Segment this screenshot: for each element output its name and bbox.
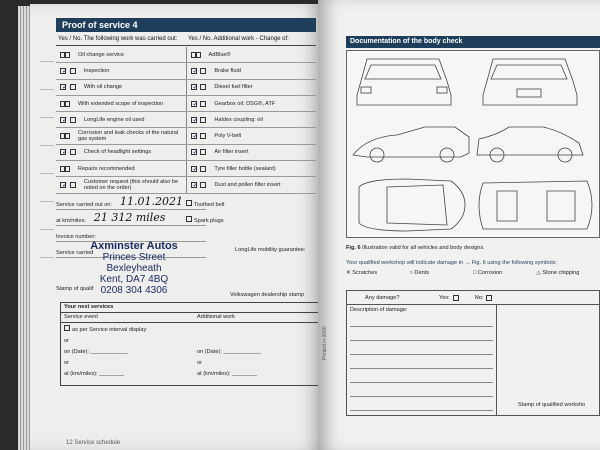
service-row [56, 161, 316, 177]
row-right-label: Poly V-belt [214, 133, 242, 140]
row-right-label: Air filter insert [214, 149, 249, 156]
row-left-cell [56, 128, 186, 143]
row-right-label: Brake fluid [214, 67, 241, 74]
row-left-cell [56, 145, 186, 160]
stamp-line: Princes Street [102, 252, 166, 263]
spark-plugs-label: Spark plugs [194, 218, 224, 224]
tick-mark: ✓ [192, 164, 199, 173]
left-page [30, 4, 320, 450]
toothed-belt-label: Toothed belt [194, 202, 225, 208]
row-right-cell [186, 96, 317, 111]
carried-out-date: 11.01.2021 [119, 195, 183, 208]
service-row [56, 47, 316, 63]
symbol-stone-chipping: △ Stone chipping [536, 270, 580, 276]
service-row [56, 177, 316, 193]
col-right-label: Yes / No. Additional work - Change of: [188, 36, 289, 42]
row-left-cell [56, 47, 186, 62]
columns-header [56, 34, 316, 46]
row-right-cell [186, 145, 317, 160]
tick-mark: ✓ [192, 83, 199, 92]
row-right-label: Gearbox oil; DSG®, ATF [214, 100, 276, 107]
tick-mark: ✓ [62, 115, 68, 124]
row-right-cell [186, 112, 317, 127]
tick-mark: ✓ [192, 99, 199, 108]
damage-table [346, 290, 600, 416]
spark-plugs-row [186, 216, 224, 224]
carried-out-label: Service carried out on: [56, 202, 112, 208]
service-event-label: Service event [64, 314, 98, 320]
row-left-label: Oil change service [78, 51, 125, 58]
next-services-body [61, 323, 327, 382]
no-checkbox[interactable] [70, 182, 76, 188]
tick-mark: ✓ [62, 83, 68, 92]
row-left-cell [56, 80, 186, 95]
row-left-label: Repairs recommended [78, 165, 135, 172]
row-left-cell [56, 96, 186, 111]
no-checkbox[interactable] [64, 52, 70, 58]
no-checkbox[interactable] [486, 295, 492, 301]
row-left-label: LongLife engine oil used [83, 116, 145, 123]
symbol-corrosion: □ Corrosion [473, 270, 503, 276]
service-row [56, 96, 316, 112]
no-label: No: [474, 294, 484, 301]
row-right-label: Tyre filler bottle (sealant) [214, 165, 276, 172]
tick-mark: ✓ [192, 148, 199, 157]
yes-option[interactable] [439, 295, 461, 301]
no-option[interactable] [475, 295, 495, 301]
no-checkbox[interactable] [64, 101, 70, 107]
row-right-cell [186, 80, 317, 95]
no-checkbox[interactable] [195, 52, 201, 58]
stamp-line: 0208 304 4306 [100, 285, 168, 296]
next-services-header: Your next services [61, 303, 327, 313]
km-line [56, 210, 206, 226]
row-left-label: Inspection [83, 67, 110, 74]
no-checkbox[interactable] [70, 68, 76, 74]
description-label: Description of damage: [350, 307, 408, 313]
service-carried-label: Service carried [56, 250, 94, 256]
col-left-label: Yes / No. The following work was carried out: [58, 36, 178, 42]
longlife-label: LongLife mobility guarantee: [235, 247, 306, 253]
next-line: or [64, 360, 69, 366]
right-page [318, 0, 600, 450]
no-checkbox[interactable] [200, 166, 206, 172]
row-right-cell [186, 63, 317, 78]
car-body-diagram [346, 50, 600, 238]
stamp-line: Bexleyheath [106, 263, 162, 274]
damage-symbols [346, 270, 600, 276]
stamp-line: Kent, DA7 4BQ [99, 274, 169, 285]
row-left-label: With oil change [83, 84, 123, 91]
next-line: or [197, 360, 202, 366]
row-right-label: AdBlue® [208, 51, 231, 58]
no-checkbox[interactable] [200, 182, 206, 188]
row-left-label: With extended scope of inspection [78, 100, 164, 107]
page-footer: 12 Service schedule [66, 440, 121, 446]
service-row [56, 63, 316, 79]
km-label: at km/miles: [56, 218, 86, 224]
next-left-col [61, 323, 194, 382]
no-checkbox[interactable] [200, 133, 206, 139]
side-code: Printed in 0000 [322, 326, 328, 360]
service-row [56, 128, 316, 144]
workshop-stamp-label: Stamp of qualified worksho [518, 402, 586, 408]
any-damage-label: Any damage? [365, 294, 400, 301]
tick-mark: ✓ [192, 115, 199, 124]
additional-work-label: Additional work [197, 314, 235, 320]
row-left-cell [56, 161, 186, 176]
next-services-table [60, 302, 328, 386]
damage-instruction: Your qualified workshop will indicate damage in → Fig. 6 using the following symbols: [346, 260, 557, 266]
no-checkbox[interactable] [64, 166, 70, 172]
figure-caption [346, 245, 485, 251]
km-value: 21 312 miles [93, 211, 166, 224]
symbol-scratches: ✕ Scratches [346, 270, 378, 276]
next-line: or [64, 338, 69, 344]
tick-mark: ✓ [192, 66, 199, 75]
row-right-cell [186, 47, 317, 62]
next-right-col [194, 323, 327, 382]
tick-mark: ✓ [62, 66, 68, 75]
row-right-cell [186, 161, 317, 176]
damage-description [347, 305, 497, 416]
invoice-label: Invoice number: [56, 234, 96, 240]
service-rows [56, 47, 316, 194]
next-line: at (km/miles): ________ [197, 371, 258, 377]
car-outlines-illustration [347, 51, 600, 239]
row-right-cell [186, 177, 317, 192]
no-checkbox[interactable] [70, 117, 76, 123]
service-row [56, 145, 316, 161]
no-checkbox[interactable] [200, 117, 206, 123]
tick-mark: ✓ [62, 148, 68, 157]
symbol-dents: ○ Dents [409, 270, 430, 276]
next-line: as per Service interval display [72, 327, 147, 333]
tick-mark: ✓ [62, 181, 68, 190]
vw-stamp-label: Volkswagen dealership stamp [230, 292, 305, 298]
stamp-qualified-label: Stamp of qualif [56, 286, 94, 292]
figure-caption-text: Illustration valid for all vehicles and body designs. [362, 245, 485, 251]
tick-mark: ✓ [192, 181, 199, 190]
no-checkbox[interactable] [64, 133, 70, 139]
row-left-label: Customer request (this should also be noted on the order) [83, 179, 179, 192]
no-checkbox[interactable] [200, 84, 206, 90]
next-line: on (Date): ____________ [197, 349, 261, 355]
yes-checkbox[interactable] [453, 295, 459, 301]
proof-of-service-header: Proof of service 4 [56, 18, 316, 32]
no-checkbox[interactable] [200, 101, 206, 107]
row-left-label: Check of headlight settings [83, 149, 152, 156]
body-check-header: Documentation of the body check [346, 36, 600, 48]
tick-mark: ✓ [192, 132, 199, 141]
next-line: on (Date): ____________ [64, 349, 128, 355]
damage-question-row [347, 291, 599, 305]
row-right-label: Diesel fuel filter [214, 84, 253, 91]
row-right-cell [186, 128, 317, 143]
side-tabs [40, 34, 54, 444]
row-left-cell [56, 112, 186, 127]
carried-out-line [56, 194, 206, 210]
service-row [56, 80, 316, 96]
row-left-cell [56, 177, 186, 192]
service-row [56, 112, 316, 128]
row-right-label: Haldex coupling: oil [214, 116, 263, 123]
next-services-subheader [61, 313, 327, 323]
row-right-label: Dust and pollen filter insert [214, 182, 281, 189]
no-checkbox[interactable] [70, 149, 76, 155]
row-left-label: Corrosion and leak checks of the natural gas system [78, 130, 179, 143]
yes-label: Yes: [439, 294, 450, 301]
figure-number: Fig. 6 [346, 245, 361, 251]
no-checkbox[interactable] [70, 84, 76, 90]
toothed-belt-row [186, 200, 224, 208]
no-checkbox[interactable] [200, 149, 206, 155]
next-line: at (km/miles): ________ [64, 371, 125, 377]
row-left-cell [56, 63, 186, 78]
no-checkbox[interactable] [200, 68, 206, 74]
stamp-title: Axminster Autos [90, 240, 178, 252]
